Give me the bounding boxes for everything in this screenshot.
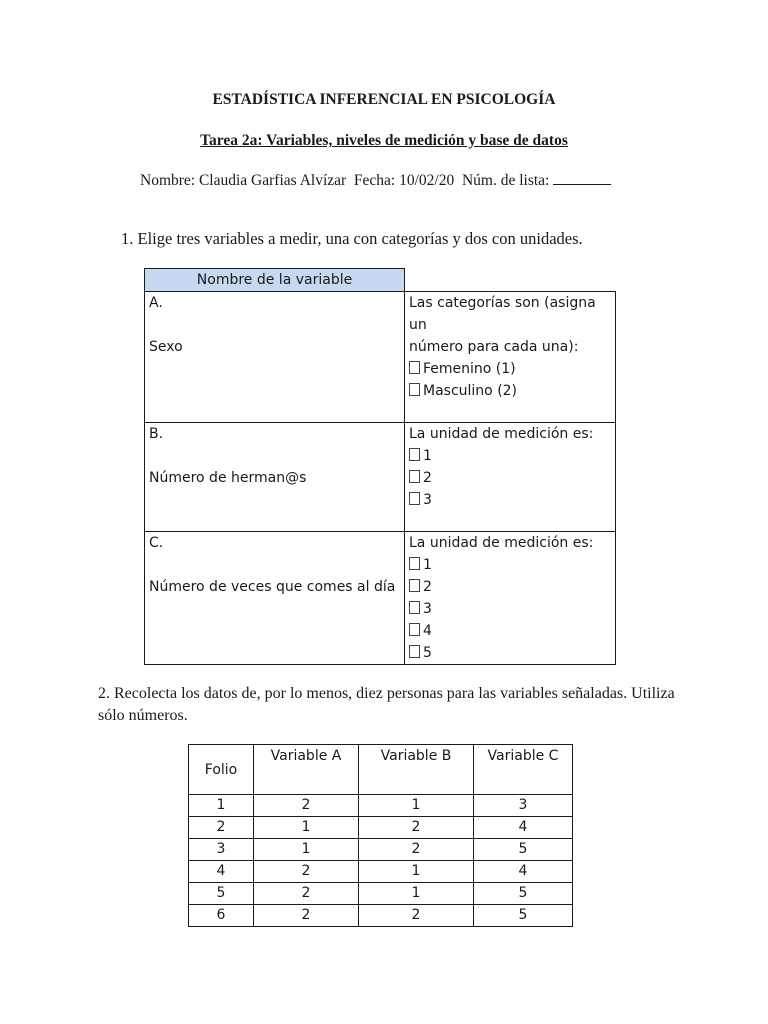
variable-name: Número de herman@s — [149, 470, 307, 486]
option-item — [409, 598, 611, 620]
table-cell: 2 — [359, 839, 474, 861]
variable-letter: C. — [149, 535, 164, 551]
variable-cell — [145, 292, 405, 423]
empty-header-cell — [405, 269, 616, 292]
table-cell: 4 — [474, 817, 573, 839]
table-cell: 1 — [254, 817, 359, 839]
table-cell: 1 — [254, 839, 359, 861]
table-cell: 2 — [254, 905, 359, 927]
data-table — [188, 744, 573, 927]
table-cell: 1 — [189, 795, 254, 817]
option-label: 1 — [423, 448, 432, 464]
table-cell: 2 — [254, 795, 359, 817]
option-label: 1 — [423, 557, 432, 573]
variables-table — [144, 268, 616, 665]
table-row — [189, 839, 573, 861]
option-label: Femenino (1) — [423, 361, 516, 377]
checkbox-icon — [409, 645, 420, 658]
option-label: 2 — [423, 470, 432, 486]
option-item — [409, 576, 611, 598]
variable-row-a — [145, 292, 616, 423]
option-item — [409, 489, 611, 511]
document-subtitle: Tarea 2a: Variables, niveles de medición y base de datos — [200, 132, 568, 149]
variable-name: Sexo — [149, 339, 183, 355]
categories-intro: número para cada una): — [409, 339, 579, 355]
table-cell: 1 — [359, 795, 474, 817]
student-info-line — [140, 172, 611, 190]
checkbox-icon — [409, 492, 420, 505]
variable-name-header: Nombre de la variable — [145, 269, 405, 292]
table-row — [189, 795, 573, 817]
variable-cell — [145, 532, 405, 665]
column-header-variable-a: Variable A — [254, 745, 359, 795]
variable-name: Número de veces que comes al día — [149, 579, 396, 595]
option-item — [409, 358, 611, 380]
table-cell: 5 — [474, 839, 573, 861]
option-item — [409, 620, 611, 642]
table-row — [189, 817, 573, 839]
checkbox-icon — [409, 579, 420, 592]
checkbox-icon — [409, 623, 420, 636]
option-item — [409, 467, 611, 489]
column-header-variable-c: Variable C — [474, 745, 573, 795]
option-label: 3 — [423, 492, 432, 508]
checkbox-icon — [409, 448, 420, 461]
variable-letter: B. — [149, 426, 164, 442]
option-label: 4 — [423, 623, 432, 639]
option-label: 5 — [423, 645, 432, 661]
units-cell — [405, 423, 616, 532]
units-intro: La unidad de medición es: — [409, 535, 594, 551]
categories-intro: Las categorías son (asigna un — [409, 295, 596, 333]
table-cell: 3 — [189, 839, 254, 861]
option-item — [409, 554, 611, 576]
units-cell — [405, 532, 616, 665]
table-row — [189, 861, 573, 883]
question-1: 1. Elige tres variables a medir, una con categorías y dos con unidades. — [121, 229, 583, 248]
table-cell: 2 — [254, 883, 359, 905]
option-item — [409, 642, 611, 664]
table-cell: 2 — [359, 905, 474, 927]
table-cell: 5 — [474, 883, 573, 905]
table-cell: 1 — [359, 883, 474, 905]
checkbox-icon — [409, 470, 420, 483]
table-cell: 1 — [359, 861, 474, 883]
option-label: Masculino (2) — [423, 383, 518, 399]
table-cell: 2 — [254, 861, 359, 883]
list-number-blank — [553, 172, 611, 185]
table-cell: 2 — [189, 817, 254, 839]
student-info-text: Nombre: Claudia Garfias Alvízar Fecha: 10/02/20 Núm. de lista: — [140, 172, 554, 189]
checkbox-icon — [409, 383, 420, 396]
column-header-variable-b: Variable B — [359, 745, 474, 795]
checkbox-icon — [409, 361, 420, 374]
table-cell: 2 — [359, 817, 474, 839]
table-cell: 5 — [474, 905, 573, 927]
checkbox-icon — [409, 557, 420, 570]
variable-letter: A. — [149, 295, 163, 311]
units-intro: La unidad de medición es: — [409, 426, 594, 442]
variable-row-c — [145, 532, 616, 665]
variable-row-b — [145, 423, 616, 532]
option-label: 2 — [423, 579, 432, 595]
column-header-folio: Folio — [189, 745, 254, 795]
table-row — [189, 883, 573, 905]
option-item — [409, 445, 611, 467]
document-title: ESTADÍSTICA INFERENCIAL EN PSICOLOGÍA — [212, 91, 556, 108]
table-row — [189, 905, 573, 927]
categories-cell — [405, 292, 616, 423]
table-cell: 5 — [189, 883, 254, 905]
table-cell: 4 — [189, 861, 254, 883]
option-label: 3 — [423, 601, 432, 617]
checkbox-icon — [409, 601, 420, 614]
table-cell: 3 — [474, 795, 573, 817]
option-item — [409, 380, 611, 402]
variable-cell — [145, 423, 405, 532]
table-cell: 6 — [189, 905, 254, 927]
table-cell: 4 — [474, 861, 573, 883]
question-2: 2. Recolecta los datos de, por lo menos, diez personas para las variables señaladas. Utiliza sólo números. — [98, 685, 675, 724]
